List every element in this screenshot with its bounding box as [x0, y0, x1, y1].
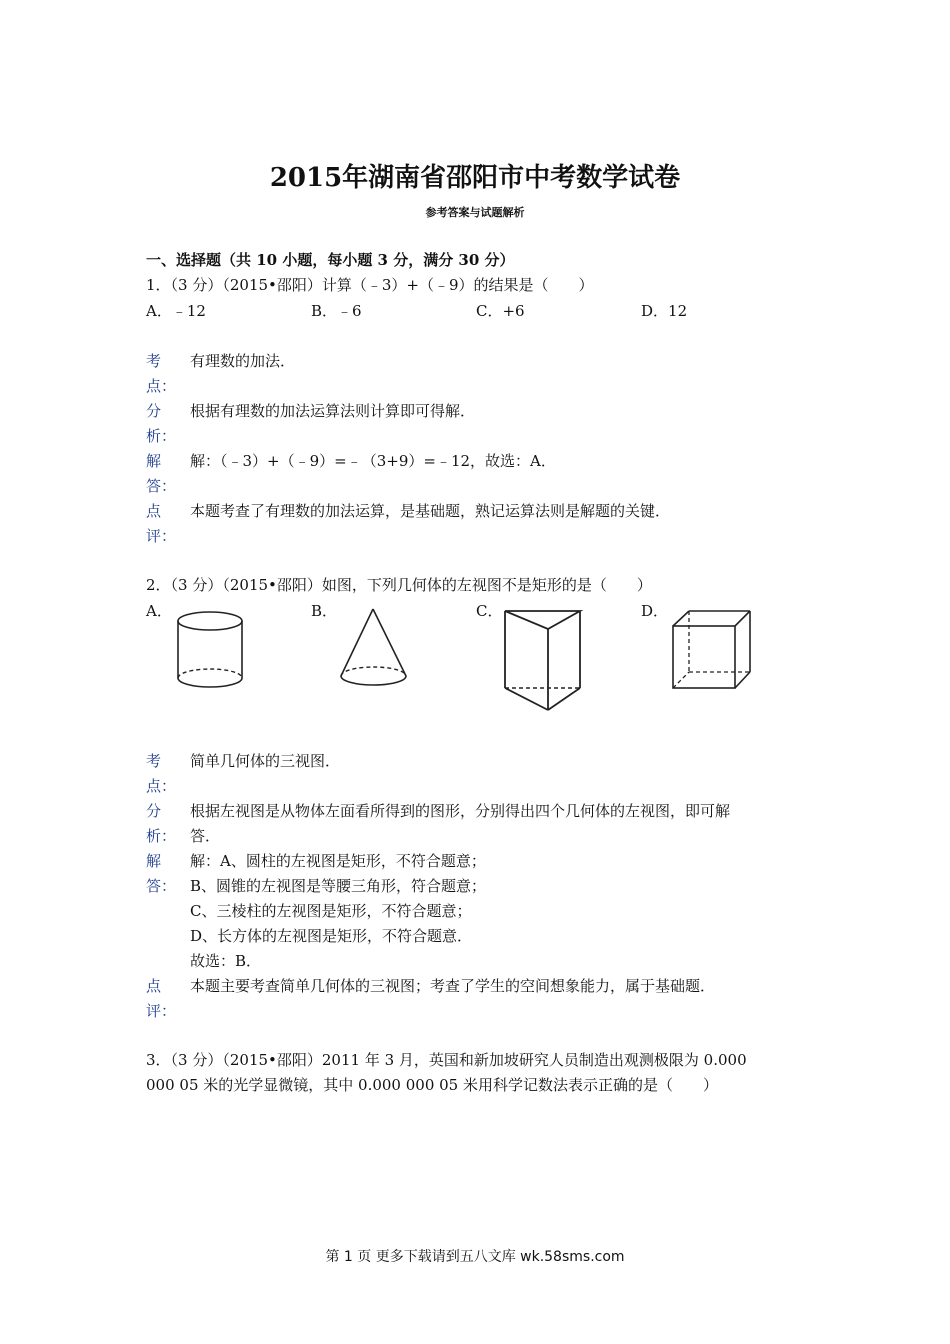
- q2-kaodian: 简单几何体的三视图．: [190, 752, 341, 770]
- label-dian-colon: 点：: [146, 377, 177, 395]
- label-jie: 解: [146, 452, 162, 470]
- label-xi-colon: 析：: [146, 427, 177, 445]
- label-ping-colon: 评：: [146, 1002, 177, 1020]
- q2-option-c: C．: [476, 602, 503, 620]
- q2-jieda-line1: 解：A、圆柱的左视图是矩形，不符合题意；: [190, 852, 486, 870]
- q1-kaodian: 有理数的加法．: [190, 352, 296, 370]
- q2-option-b: B．: [311, 602, 338, 620]
- label-jie: 解: [146, 852, 162, 870]
- page-title: 2015年湖南省邵阳市中考数学试卷: [269, 163, 681, 193]
- q1-option-b: B．﹣6: [311, 302, 362, 320]
- cuboid-icon: [668, 606, 754, 692]
- label-kao: 考: [146, 352, 162, 370]
- q3-stem-line2: 000 05 米的光学显微镜，其中 0.000 000 05 米用科学记数法表示正确的是（ ）: [146, 1076, 718, 1094]
- q2-jieda-line3: C、三棱柱的左视图是矩形，不符合题意；: [190, 902, 472, 920]
- q2-stem: 2．（3 分）（2015•邵阳）如图，下列几何体的左视图不是矩形的是（ ）: [146, 576, 652, 594]
- q2-jieda-line5: 故选：B．: [190, 952, 262, 970]
- section-heading: 一、选择题（共 10 小题，每小题 3 分，满分 30 分）: [146, 251, 515, 269]
- q2-fenxi-line2: 答．: [190, 827, 221, 845]
- q3-stem-line1: 3．（3 分）（2015•邵阳）2011 年 3 月，英国和新加坡研究人员制造出观测极限为 0.000: [146, 1051, 747, 1069]
- label-dianping: 点: [146, 502, 162, 520]
- q2-fenxi-line1: 根据左视图是从物体左面看所得到的图形，分别得出四个几何体的左视图，即可解: [190, 802, 731, 820]
- q1-option-a: A．﹣12: [146, 302, 206, 320]
- q2-dianping: 本题主要考查简单几何体的三视图；考查了学生的空间想象能力，属于基础题．: [190, 977, 716, 995]
- label-fen: 分: [146, 402, 162, 420]
- label-da-colon: 答：: [146, 477, 177, 495]
- q1-dianping: 本题考查了有理数的加法运算，是基础题，熟记运算法则是解题的关键．: [190, 502, 671, 520]
- page-footer: 第 1 页 更多下载请到五八文库 wk.58sms.com: [325, 1249, 625, 1265]
- label-xi-colon: 析：: [146, 827, 177, 845]
- q1-option-c: C．+6: [476, 302, 525, 320]
- cone-icon: [336, 606, 412, 692]
- label-dian-colon: 点：: [146, 777, 177, 795]
- q1-fenxi: 根据有理数的加法运算法则计算即可得解．: [190, 402, 476, 420]
- q2-jieda-line2: B、圆锥的左视图是等腰三角形，符合题意；: [190, 877, 487, 895]
- cylinder-icon: [170, 608, 250, 696]
- label-fen: 分: [146, 802, 162, 820]
- triangular-prism-icon: [500, 606, 586, 716]
- q2-option-d: D．: [641, 602, 669, 620]
- q1-stem: 1．（3 分）（2015•邵阳）计算（﹣3）+（﹣9）的结果是（ ）: [146, 276, 594, 294]
- label-dianping: 点: [146, 977, 162, 995]
- q1-jieda: 解：（﹣3）+（﹣9）=﹣（3+9）=﹣12，故选：A．: [190, 452, 556, 470]
- q1-option-d: D．12: [641, 302, 688, 320]
- q2-jieda-line4: D、长方体的左视图是矩形，不符合题意．: [190, 927, 473, 945]
- page-subtitle: 参考答案与试题解析: [425, 206, 525, 219]
- label-ping-colon: 评：: [146, 527, 177, 545]
- label-da-colon: 答：: [146, 877, 177, 895]
- label-kao: 考: [146, 752, 162, 770]
- q2-option-a: A．: [146, 602, 172, 620]
